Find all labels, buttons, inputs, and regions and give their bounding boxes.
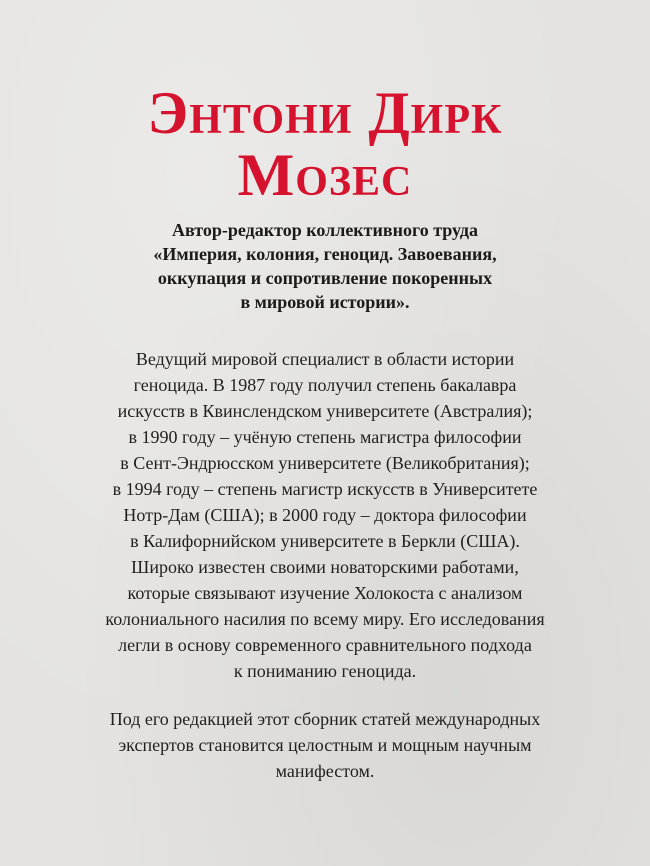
bio-line: искусств в Квинслендском университете (Австралия);: [117, 401, 533, 421]
subtitle-line: оккупация и сопротивление покоренных: [157, 268, 493, 288]
closing-line: Под его редакцией этот сборник статей международных: [109, 709, 541, 729]
subtitle-line: в мировой истории».: [240, 292, 410, 312]
bio-line: геноцида. В 1987 году получил степень бакалавра: [133, 375, 517, 395]
author-name-line-2: Мозес: [237, 142, 413, 208]
bio-line: которые связывают изучение Холокоста с анализом: [127, 583, 523, 603]
bio-line: Нотр-Дам (США); в 2000 году – доктора философии: [123, 505, 527, 525]
bio-line: колониального насилия по всему миру. Его исследования: [105, 609, 545, 629]
bio-line: Широко известен своими новаторскими работами,: [131, 557, 519, 577]
subtitle-line: «Империя, колония, геноцид. Завоевания,: [153, 244, 497, 264]
author-biography: [40, 346, 610, 684]
closing-line: манифестом.: [275, 761, 375, 781]
bio-line: к пониманию геноцида.: [233, 661, 417, 681]
bio-line: Ведущий мировой специалист в области истории: [135, 349, 515, 369]
author-name-line-1: Энтони Дирк: [147, 80, 503, 146]
author-role-description: [100, 218, 550, 314]
bio-line: в Калифорнийском университете в Беркли (США).: [130, 531, 520, 551]
bio-line: в 1990 году – учёную степень магистра философии: [128, 427, 522, 447]
closing-paragraph: [40, 706, 610, 784]
closing-line: экспертов становится целостным и мощным научным: [118, 735, 532, 755]
bio-line: легли в основу современного сравнительного подхода: [118, 635, 532, 655]
bio-line: в Сент-Эндрюсском университете (Великобритания);: [120, 453, 530, 473]
subtitle-line: Автор-редактор коллективного труда: [171, 220, 479, 240]
bio-line: в 1994 году – степень магистр искусств в Университете: [112, 479, 538, 499]
